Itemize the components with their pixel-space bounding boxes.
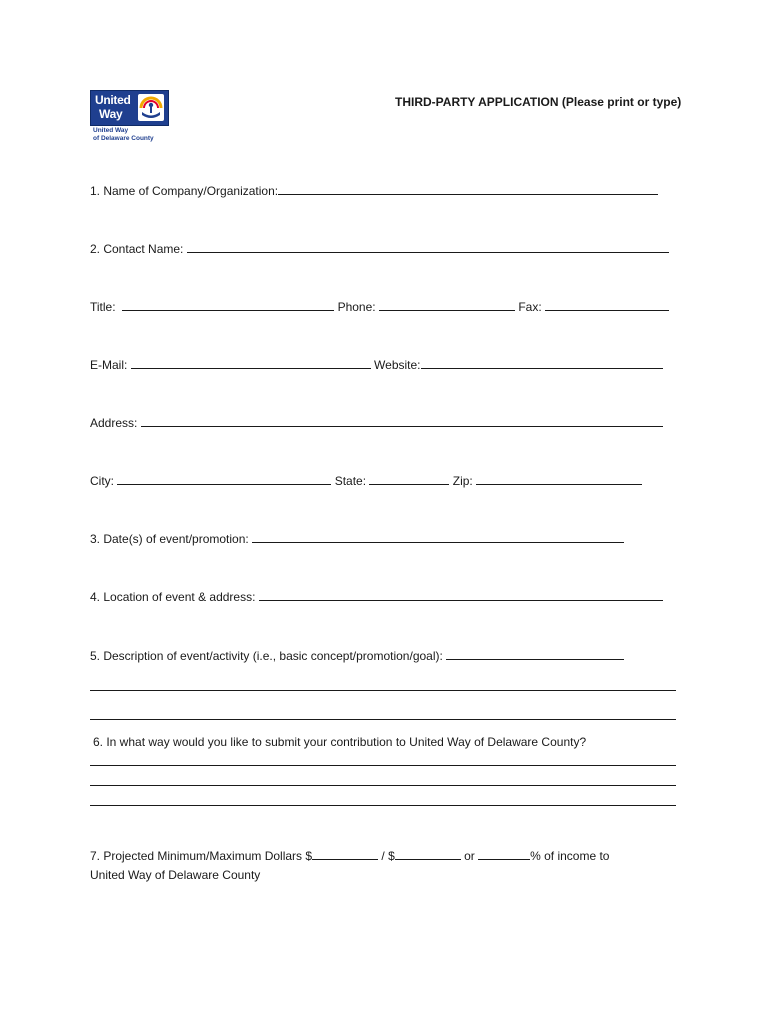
field-dates-blank[interactable]: [252, 531, 624, 543]
field-fax-blank[interactable]: [545, 299, 669, 311]
field-email-website: [90, 357, 663, 373]
field-company-blank[interactable]: [278, 183, 658, 195]
field-description-blank[interactable]: [446, 648, 624, 660]
field-address-blank[interactable]: [141, 415, 663, 427]
field-address-label: Address:: [90, 416, 138, 430]
field-contact-blank[interactable]: [187, 241, 669, 253]
hand-person-rainbow-icon: [138, 94, 164, 121]
submit-line-2[interactable]: [90, 785, 676, 786]
field-phone-label: Phone:: [337, 300, 376, 314]
field-city-blank[interactable]: [117, 473, 331, 485]
logo-word-way: Way: [99, 107, 123, 121]
field-city-state-zip: [90, 473, 642, 489]
field-zip-blank[interactable]: [476, 473, 642, 485]
logo-subtitle-line2: of Delaware County: [93, 135, 154, 142]
field-projected-sep: / $: [381, 849, 395, 863]
field-city-label: City:: [90, 474, 114, 488]
field-email-label: E-Mail:: [90, 358, 128, 372]
field-max-dollars-blank[interactable]: [395, 848, 461, 860]
field-state-label: State:: [334, 474, 367, 488]
united-way-logo: [90, 90, 170, 144]
field-website-blank[interactable]: [421, 357, 663, 369]
field-fax-label: Fax:: [518, 300, 542, 314]
field-dates: [90, 531, 624, 547]
field-phone-blank[interactable]: [379, 299, 515, 311]
field-projected-or: or: [464, 849, 475, 863]
field-projected-label: 7. Projected Minimum/Maximum Dollars $: [90, 849, 313, 863]
field-zip-label: Zip:: [452, 474, 473, 488]
field-projected: [90, 848, 609, 864]
field-address: [90, 415, 663, 431]
field-title-label: Title:: [90, 300, 116, 314]
field-company-label: 1. Name of Company/Organization:: [90, 184, 279, 198]
field-dates-label: 3. Date(s) of event/promotion:: [90, 532, 249, 546]
field-description-label: 5. Description of event/activity (i.e., basic concept/promotion/goal):: [90, 649, 443, 663]
document-title: THIRD-PARTY APPLICATION (Please print or type): [395, 95, 682, 109]
field-website-label: Website:: [374, 358, 421, 372]
logo-badge: [90, 90, 169, 126]
field-submit: [93, 735, 586, 750]
field-email-blank[interactable]: [131, 357, 371, 369]
field-description: [90, 648, 624, 664]
field-projected-continued: [90, 868, 260, 883]
logo-subtitle-line1: United Way: [93, 127, 129, 134]
description-line-2[interactable]: [90, 719, 676, 720]
field-percent-blank[interactable]: [478, 848, 530, 860]
field-state-blank[interactable]: [369, 473, 449, 485]
submit-line-3[interactable]: [90, 805, 676, 806]
field-projected-percent-label: % of income to: [530, 849, 610, 863]
field-location-blank[interactable]: [259, 589, 663, 601]
field-submit-label: 6. In what way would you like to submit your contribution to United Way of Delaware County?: [93, 735, 587, 749]
logo-word-united: United: [95, 93, 131, 107]
submit-line-1[interactable]: [90, 765, 676, 766]
description-line-1[interactable]: [90, 690, 676, 691]
field-min-dollars-blank[interactable]: [312, 848, 378, 860]
field-location-label: 4. Location of event & address:: [90, 590, 256, 604]
field-contact-label: 2. Contact Name:: [90, 242, 184, 256]
field-title-blank[interactable]: [122, 299, 334, 311]
field-title-phone-fax: [90, 299, 669, 315]
field-location: [90, 589, 663, 605]
field-contact: [90, 241, 669, 257]
field-projected-org: United Way of Delaware County: [90, 868, 261, 882]
field-company: [90, 183, 658, 199]
